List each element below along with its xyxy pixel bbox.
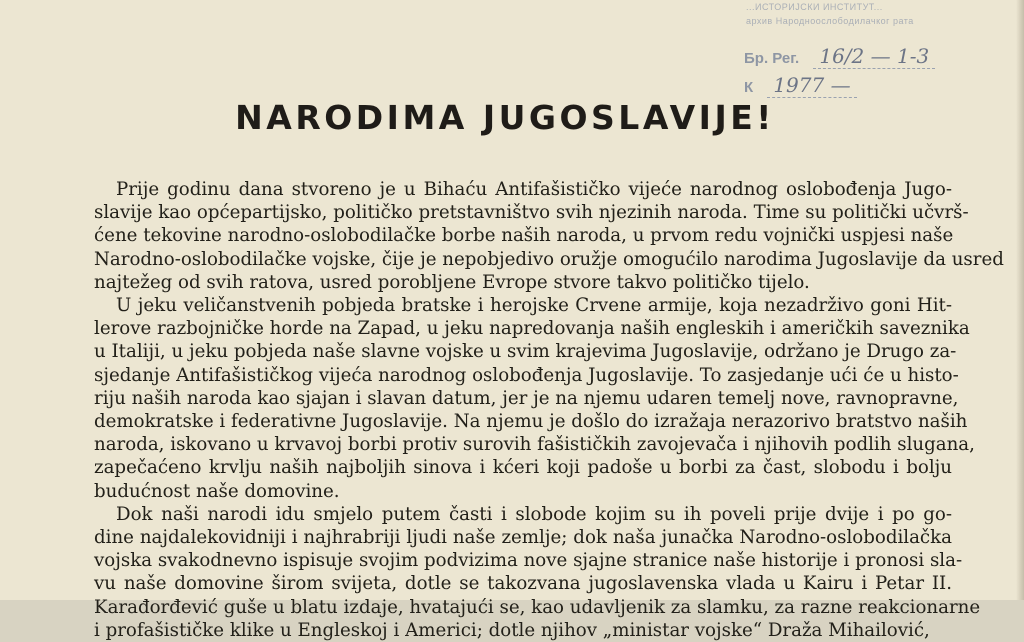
- stamp-registration-number: 16/2 — 1-3: [813, 44, 935, 69]
- text-line: sjedanje Antifašističkog vijeća narodnog oslobođenja Jugoslavije. To zasjedanje ući će u histo-: [94, 364, 959, 386]
- text-line: najtežeg od svih ratova, usred porobljene Evrope stvore takvo političko tijelo.: [94, 271, 810, 293]
- paragraph: [94, 503, 981, 642]
- stamp-registration-label: Бр. Рег.: [744, 50, 800, 67]
- stamp-header-line: ...ИСТОРИЈСКИ ИНСТИТУТ...: [746, 2, 883, 12]
- document-body: [94, 178, 1004, 642]
- stamp-box-row: [744, 73, 857, 97]
- paragraph: [94, 294, 975, 503]
- text-line: dine najdalekovidniji i najhrabriji ljudi naše zemlje; dok naša junačka Narodno-oslobodilačka: [94, 527, 952, 549]
- text-line: u Italiji, u jeku pobjeda naše slavne vojske u svim krajevima Jugoslavije, održano je Drugo za-: [94, 341, 957, 363]
- stamp-box-number: 1977 —: [767, 73, 856, 98]
- stamp-box-label: К: [744, 79, 754, 96]
- text-line: U jeku veličanstvenih pobjeda bratske i herojske Crvene armije, koja nezadrživo goni Hit-: [116, 295, 952, 317]
- text-line: zapečaćeno krvlju naših najboljih sinova i kćeri koji padoše u borbi za čast, slobodu i bolju: [94, 457, 952, 479]
- text-line: budućnost naše domovine.: [94, 480, 340, 502]
- text-line: i profašističke klike u Engleskoj i Americi; dotle njihov „ministar vojske“ Draža Mihailović,: [94, 619, 930, 641]
- document-title: NARODIMA JUGOSLAVIJE!: [235, 98, 775, 137]
- text-line: demokratske i federativne Jugoslavije. Na njemu je došlo do izražaja nerazorivo bratstvo naših: [94, 411, 968, 433]
- text-line: lerove razbojničke horde na Zapad, u jeku napredovanja naših engleskih i američkih saveznika: [94, 318, 970, 340]
- text-line: Dok naši narodi idu smjelo putem časti i slobode kojim su ih poveli prije dvije i po go-: [116, 503, 952, 525]
- paragraph: [94, 178, 1004, 294]
- text-line: riju naših naroda kao sjajan i slavan datum, jer je na njemu udaren temelj nove, ravnopravne,: [94, 387, 959, 409]
- text-line: naroda, iskovano u krvavoj borbi protiv surovih fašističkih zavojevača i njihovih podlih slugana,: [94, 434, 975, 456]
- text-line: vojska svakodnevno ispisuje svojim podvizima nove sjajne stranice naše historije i pronosi sla-: [94, 550, 963, 572]
- text-line: Karađorđević guše u blatu izdaje, hvatajući se, kao udavljenik za slamku, za razne reakcionarne: [94, 596, 981, 618]
- text-line: ćene tekovine narodno-oslobodilačke borbe naših naroda, u prvom redu vojnički uspjesi naše: [94, 225, 954, 247]
- archive-registration-stamp: [738, 0, 938, 100]
- text-line: Prije godinu dana stvoreno je u Bihaću Antifašističko vijeće narodnog oslobođenja Jugo-: [116, 179, 952, 200]
- text-line: vu naše domovine širom svijeta, dotle se takozvana jugoslavenska vlada u Kairu i Petar II.: [94, 573, 952, 595]
- text-line: slavije kao općepartijsko, političko pretstavništvo svih njezinih naroda. Time su politički učvrš-: [94, 202, 969, 224]
- stamp-registration-row: [744, 44, 935, 68]
- text-line: Narodno-oslobodilačke vojske, čije je nepobjedivo oružje omogućilo narodima Jugoslavije da usred: [94, 248, 1004, 270]
- stamp-subheader-line: архив Народноослободилачког рата: [746, 16, 914, 26]
